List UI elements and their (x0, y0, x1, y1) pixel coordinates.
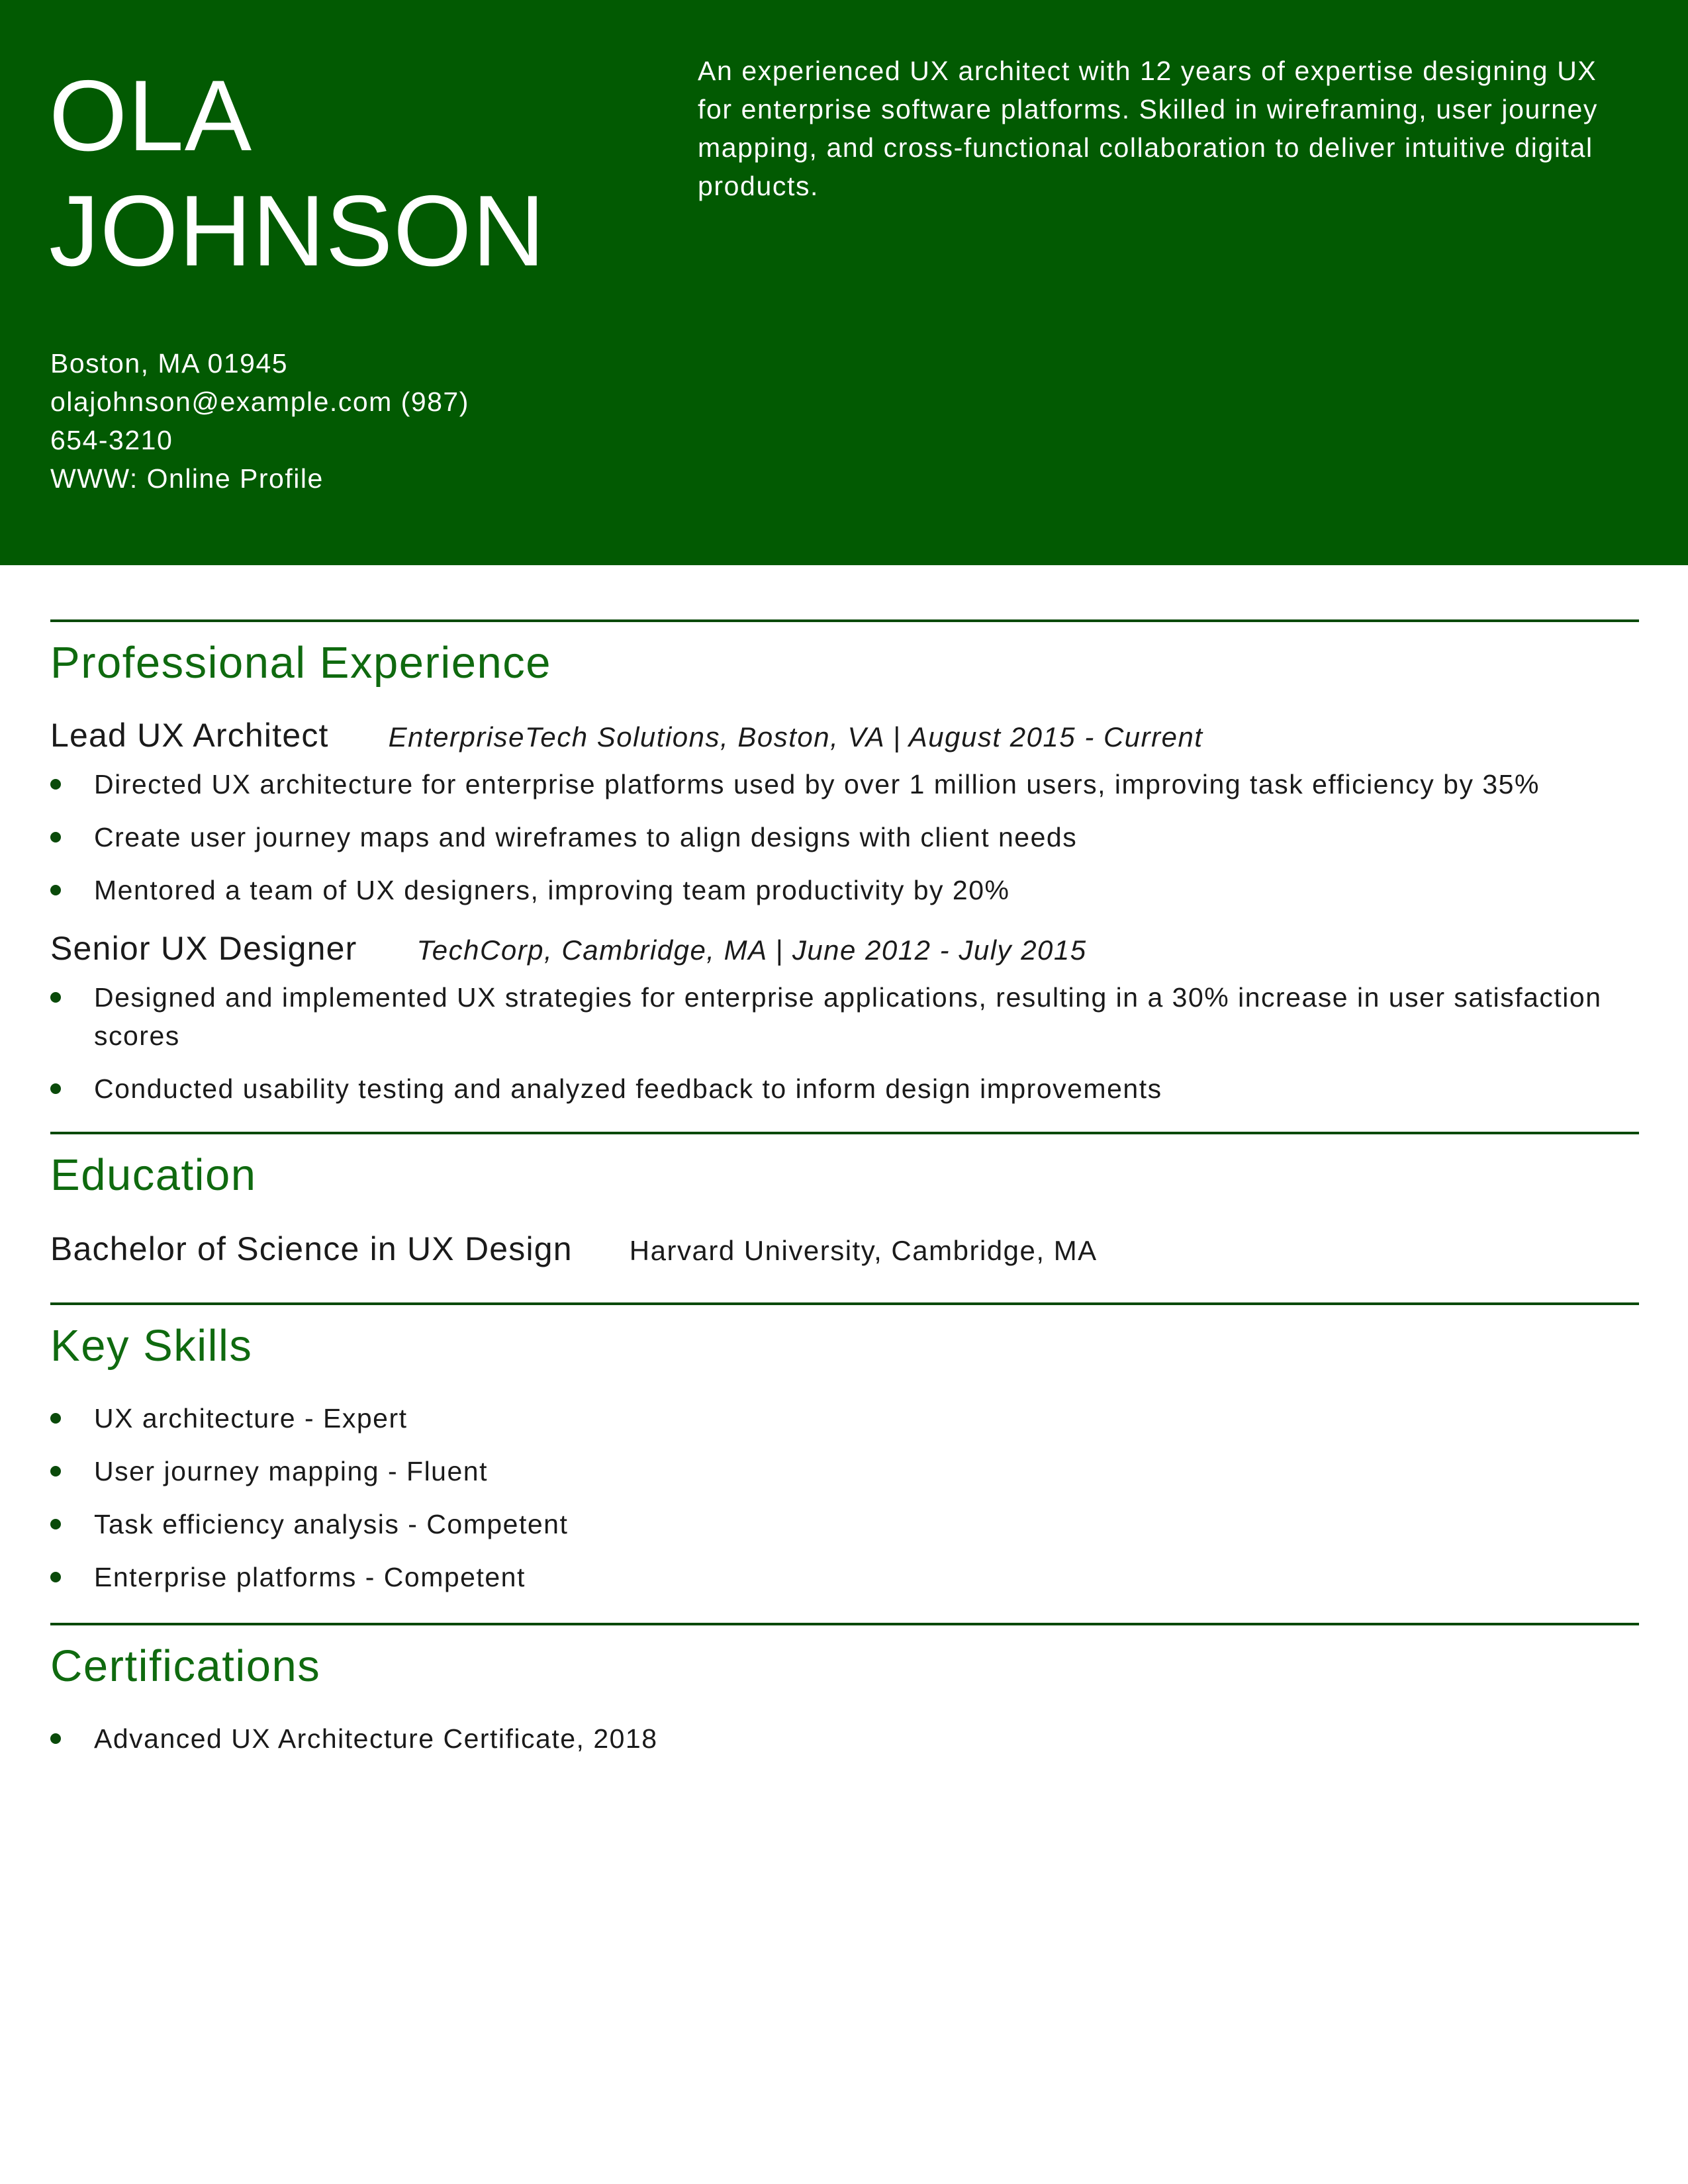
job-header (50, 716, 1639, 754)
skills-section (50, 1302, 1639, 1596)
skill-item: UX architecture - Expert (50, 1399, 1639, 1437)
job-bullet-list (50, 978, 1639, 1108)
job-bullet: Directed UX architecture for enterprise platforms used by over 1 million users, improving task efficiency by 35% (50, 765, 1639, 803)
job-title: Senior UX Designer (50, 930, 357, 967)
contact-address: Boston, MA 01945 (50, 348, 289, 379)
education-school: Harvard University, Cambridge, MA (629, 1235, 1098, 1266)
job-title: Lead UX Architect (50, 717, 329, 754)
job-bullet: Mentored a team of UX designers, improving team productivity by 20% (50, 871, 1639, 909)
job-bullet: Conducted usability testing and analyzed feedback to inform design improvements (50, 1069, 1639, 1108)
job-company-dates: TechCorp, Cambridge, MA | June 2012 - July 2015 (416, 934, 1087, 966)
skill-item: Enterprise platforms - Competent (50, 1558, 1639, 1596)
certifications-heading: Certifications (50, 1641, 321, 1691)
professional-summary: An experienced UX architect with 12 years of expertise designing UX for enterprise software platforms. Skilled in wireframing, user journey mapping, and cross-functional collaboration to deliver intuitive digital products. (698, 56, 1599, 201)
contact-info (50, 344, 580, 498)
candidate-last-name: JOHNSON (49, 175, 546, 287)
candidate-first-name: OLA (49, 60, 253, 172)
skill-item: User journey mapping - Fluent (50, 1452, 1639, 1490)
contact-website-link[interactable]: WWW: Online Profile (50, 463, 324, 494)
education-section (50, 1132, 1639, 1268)
certification-item: Advanced UX Architecture Certificate, 2018 (50, 1719, 1639, 1758)
experience-heading: Professional Experience (50, 638, 552, 688)
job-header (50, 929, 1639, 968)
education-degree: Bachelor of Science in UX Design (50, 1230, 573, 1267)
job-bullet-list (50, 765, 1639, 909)
education-heading: Education (50, 1150, 257, 1200)
skills-list (50, 1399, 1639, 1596)
contact-phone-continued: 654-3210 (50, 425, 173, 455)
contact-email-phone: olajohnson@example.com (987) (50, 387, 469, 417)
skill-item: Task efficiency analysis - Competent (50, 1505, 1639, 1543)
certifications-list (50, 1719, 1639, 1758)
experience-section (50, 619, 1639, 1108)
education-entry (50, 1230, 1639, 1268)
resume-body (50, 619, 1639, 1772)
job-company-dates: EnterpriseTech Solutions, Boston, VA | August 2015 - Current (388, 721, 1203, 752)
resume-header (0, 0, 1688, 565)
job-bullet: Create user journey maps and wireframes to align designs with client needs (50, 818, 1639, 856)
certifications-section (50, 1623, 1639, 1758)
candidate-name (49, 58, 545, 289)
job-bullet: Designed and implemented UX strategies for enterprise applications, resulting in a 30% increase in user satisfaction scores (50, 978, 1639, 1055)
skills-heading: Key Skills (50, 1321, 253, 1371)
